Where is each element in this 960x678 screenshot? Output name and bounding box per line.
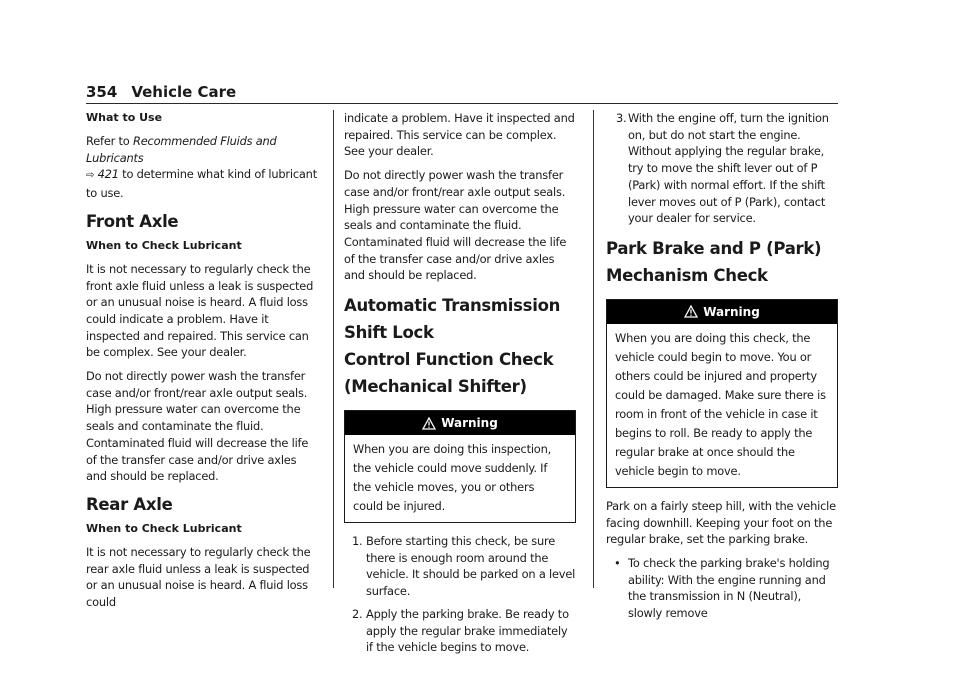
refer-link[interactable]: Recommended Fluids and Lubricants	[86, 134, 277, 165]
step-text: Apply the parking brake. Be ready to apply the regular brake immediately if the vehicle begins to move.	[366, 606, 569, 655]
page-ref-arrow-icon: ⇨	[86, 170, 95, 182]
warning-header	[607, 300, 837, 324]
refer-page[interactable]: 421	[97, 167, 119, 182]
col2-p1: Do not directly power wash the transfer case and/or front/rear axle output seals. High pressure water can overcome the seals and contaminate the fluid. Contaminated fluid will decrease the life of the transfer case and/or drive axles and should be replaced.	[344, 168, 567, 283]
warning-triangle-icon	[684, 305, 698, 318]
page-number: 354	[86, 83, 118, 101]
list-item	[606, 555, 838, 622]
column-3	[606, 110, 838, 622]
warning-box	[606, 299, 838, 488]
heading-line: Automatic Transmission Shift Lock	[344, 296, 561, 343]
column-2	[344, 110, 576, 662]
list-item	[344, 606, 576, 656]
page-header	[86, 82, 838, 104]
section-title: Vehicle Care	[131, 83, 237, 101]
warning-triangle-icon	[422, 417, 436, 430]
steps-list	[344, 533, 576, 656]
heading-front-axle: Front Axle	[86, 211, 179, 231]
subheading-rear-check: When to Check Lubricant	[86, 521, 242, 535]
step-text: Before starting this check, be sure there is enough room around the vehicle. It should be parked on a level surface.	[366, 534, 576, 599]
warning-body: When you are doing this inspection, the vehicle could move suddenly. If the vehicle moves, you or others could be injured.	[353, 442, 552, 514]
column-divider	[593, 110, 594, 588]
column-divider	[333, 110, 334, 588]
subheading-what-to-use: What to Use	[86, 111, 163, 124]
bullet-list	[606, 555, 838, 622]
step-number: 1.	[352, 534, 363, 549]
refer-suffix: to determine what kind of lubricant to use.	[86, 167, 317, 201]
bullet-icon: •	[614, 556, 621, 571]
warning-box	[344, 410, 576, 523]
warning-label: Warning	[441, 416, 498, 431]
heading-line: Control Function Check	[344, 350, 554, 370]
heading-park-brake	[606, 235, 838, 289]
col2-p0: indicate a problem. Have it inspected and repaired. This service can be complex. See your dealer.	[344, 111, 575, 159]
heading-rear-axle: Rear Axle	[86, 494, 173, 514]
heading-line: (Mechanical Shifter)	[344, 377, 527, 397]
list-item	[344, 533, 576, 600]
bullet-text: To check the parking brake's holding ability: With the engine running and the transmission in N (Neutral), slowly remove	[628, 556, 830, 621]
refer-paragraph	[86, 133, 318, 202]
heading-shift-lock	[344, 292, 576, 400]
step-number: 3.	[616, 111, 627, 125]
refer-prefix: Refer to	[86, 134, 133, 148]
warning-body: When you are doing this check, the vehicle could begin to move. You or others could be injured and property could be damaged. Make sure there is room in front of the vehicle in case it begins to roll. Be ready to apply the regular brake at once should the vehicle begin to move.	[615, 330, 826, 478]
warning-header	[345, 411, 575, 435]
step-number: 2.	[352, 606, 363, 621]
heading-line: Park Brake and P (Park)	[606, 238, 822, 258]
front-axle-p1: It is not necessary to regularly check the front axle fluid unless a leak is suspected or an unusual noise is heard. A fluid loss could indicate a problem. Have it inspected and repaired. This service can be complex. See your dealer.	[86, 261, 314, 360]
heading-line: Mechanism Check	[606, 265, 768, 285]
front-axle-p2: Do not directly power wash the transfer case and/or front/rear axle output seals. High pressure water can overcome the seals and contaminate the fluid. Contaminated fluid will decrease the life of the transfer case and/or drive axles and should be replaced.	[86, 369, 309, 484]
column-1	[86, 110, 318, 618]
list-item	[606, 110, 838, 227]
rear-axle-p1: It is not necessary to regularly check the rear axle fluid unless a leak is suspected or an unusual noise is heard. A fluid loss could	[86, 544, 311, 610]
warning-label: Warning	[703, 304, 760, 319]
subheading-front-check: When to Check Lubricant	[86, 238, 242, 252]
step-text: With the engine off, turn the ignition on, but do not start the engine. Without applying the regular brake, try to move the shift lever out of P (Park) with normal effort. If the shift lever moves out of P (Park), contact your dealer for service.	[628, 111, 829, 226]
col3-p1: Park on a fairly steep hill, with the vehicle facing downhill. Keeping your foot on the regular brake, set the parking brake.	[606, 498, 836, 547]
